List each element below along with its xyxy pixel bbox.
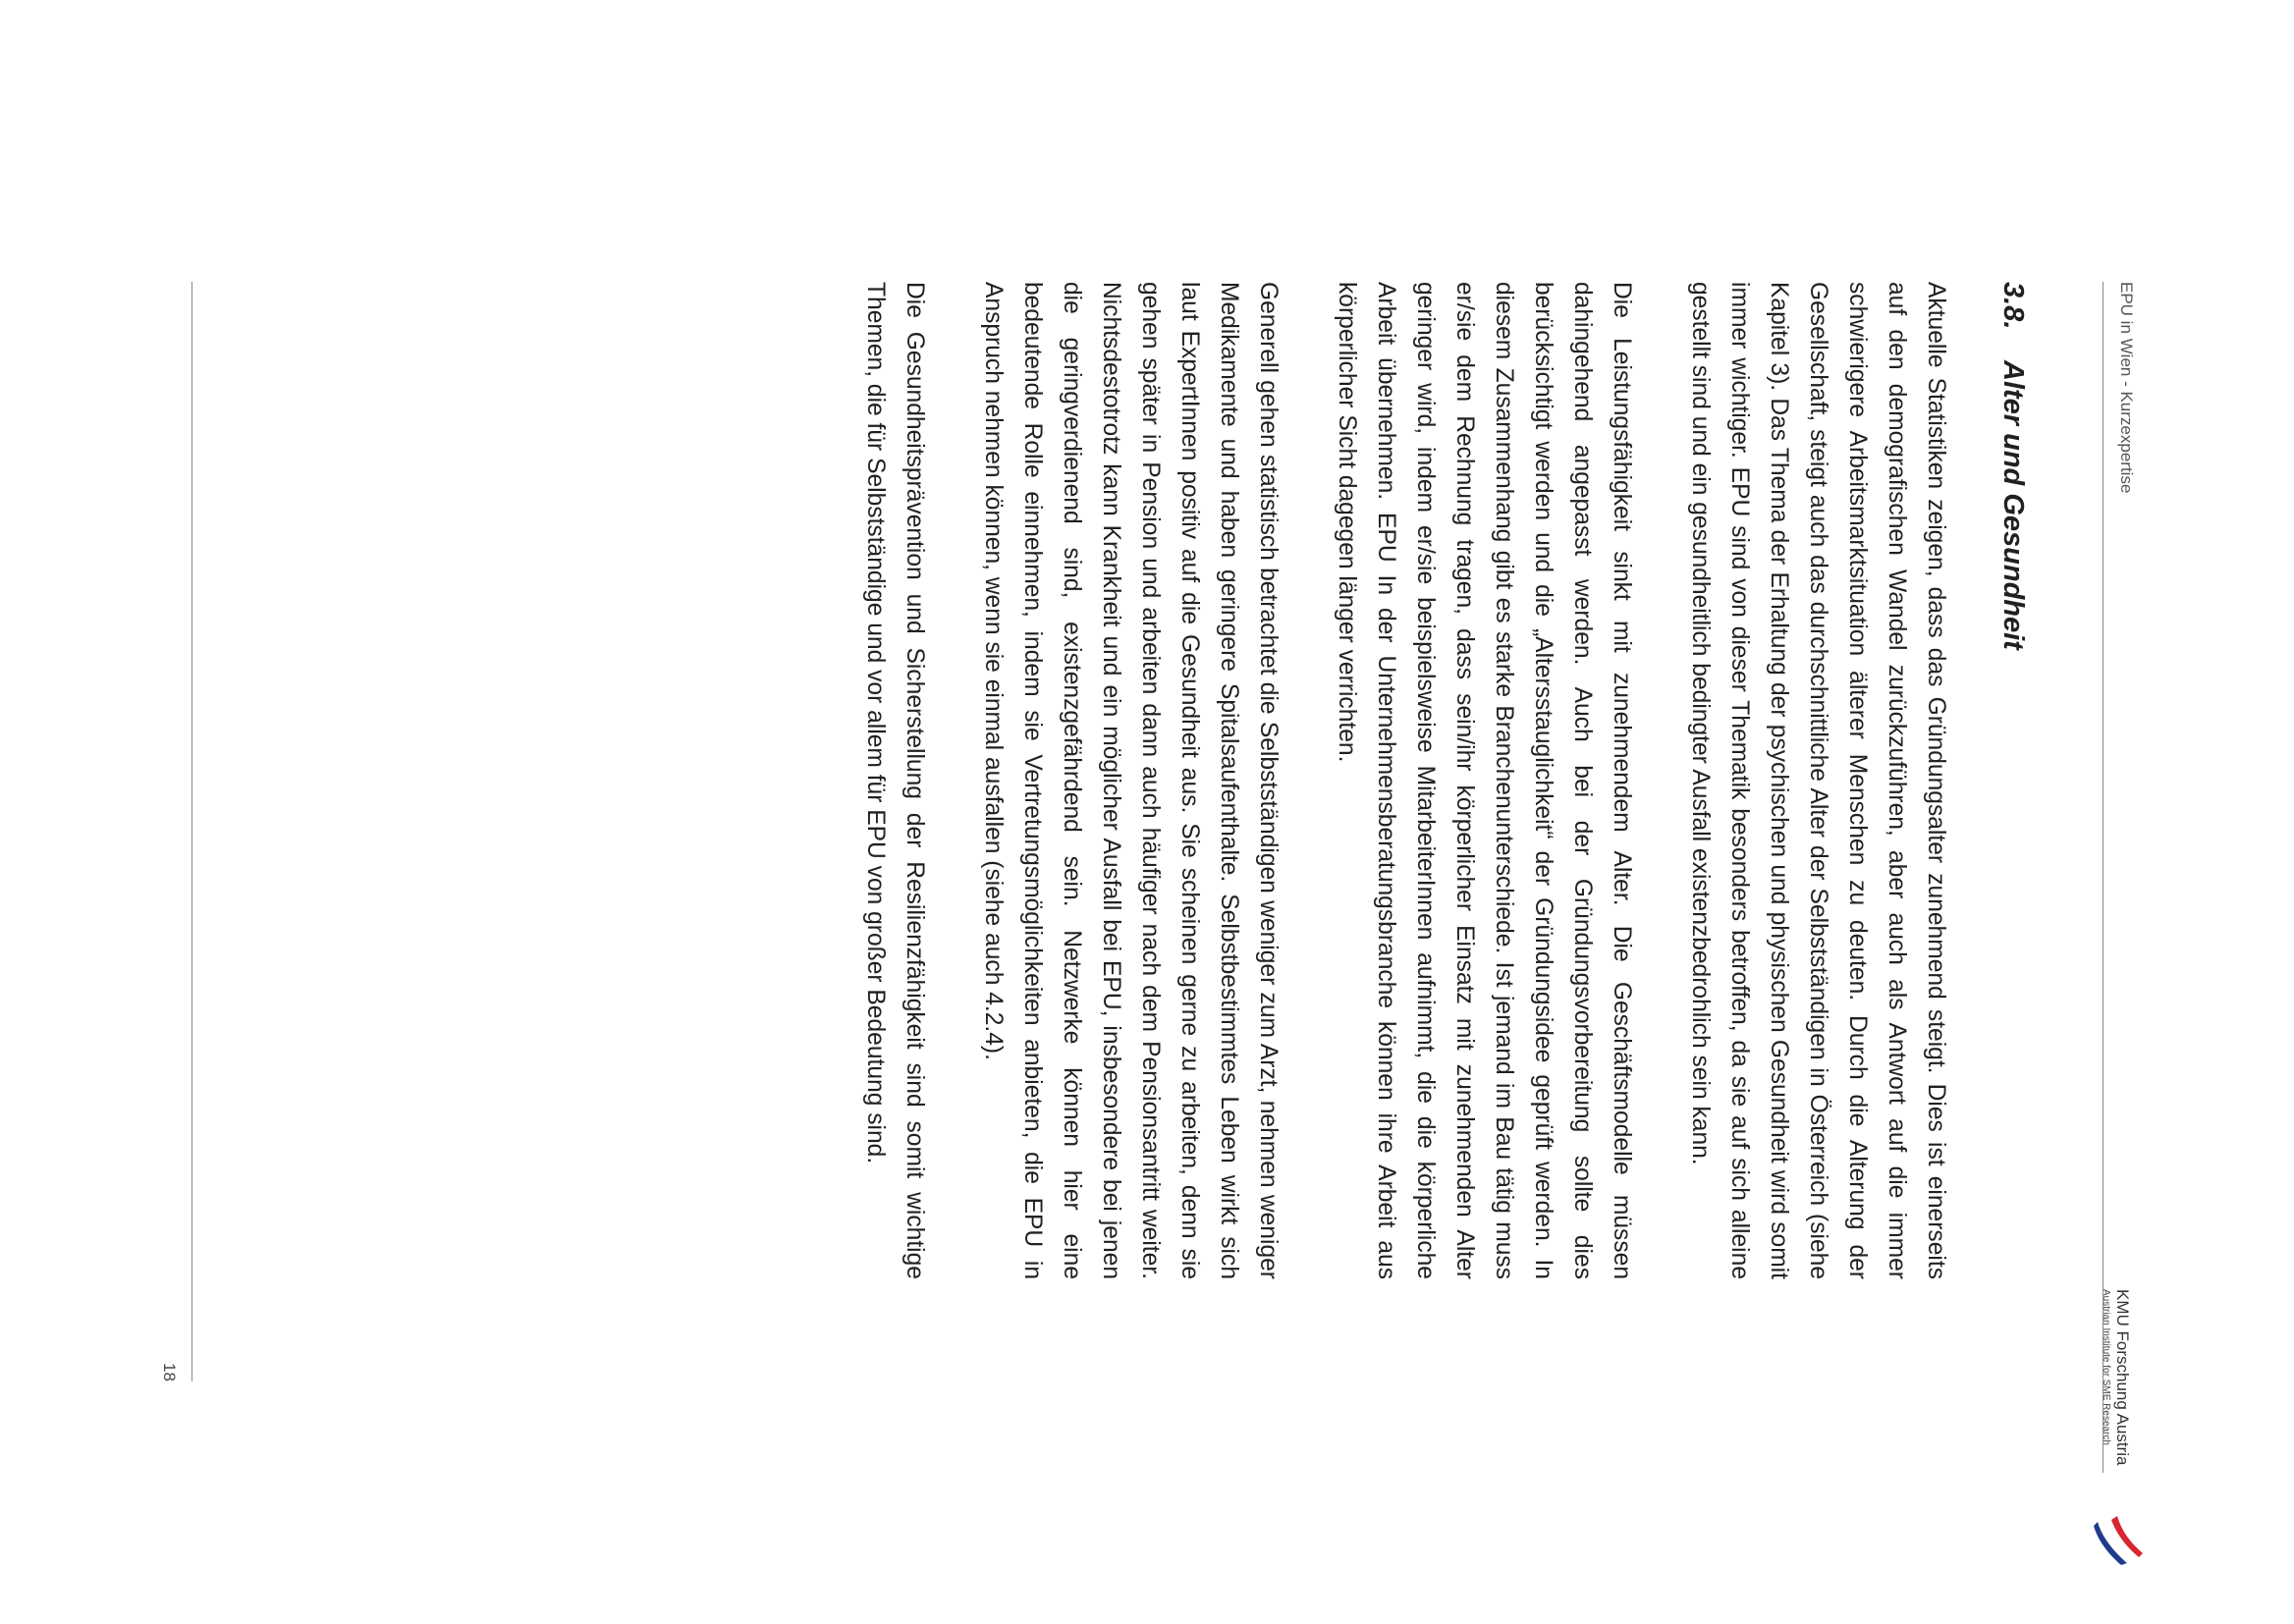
footer-divider — [191, 282, 192, 1381]
paragraph: Generell gehen statistisch betrachtet die Selbstständigen weniger zum Arzt, nehmen weniger Medikamente und haben geringere Spitalsaufenthalte. Selbstbestimmtes Leben wirkt sich laut ExpertInnen positiv auf die Gesundheit aus. Sie scheinen gerne zu arbeiten, denn sie gehen später in Pension und arbeiten dann auch häufiger nach dem Pensionsantritt weiter. Nichtsdestotrotz kann Krankheit und ein möglicher Ausfall bei EPU, insbesondere bei jenen die geringverdienend sind, existenzgefährdend sein. Netzwerke können hier eine bedeutende Rolle einnehmen, indem sie Vertretungsmöglichkeiten anbieten, die EPU in Anspruch nehmen können, wenn sie einmal ausfallen (siehe auch 4.2.4). — [980, 282, 1282, 1279]
section-heading — [1996, 282, 2029, 1279]
paragraph: Die Leistungsfähigkeit sinkt mit zunehmendem Alter. Die Geschäftsmodelle müssen dahingehend angepasst werden. Auch bei der Gründungsvorbereitung sollte dies berücksichtigt werden und die „Altersstauglichkeit“ der Gründungsidee geprüft werden. In diesem Zusammenhang gibt es starke Branchenunterschiede. Ist jemand im Bau tätig muss er/sie dem Rechnung tragen, dass sein/ihr körperlicher Einsatz mit zunehmenden Alter geringer wird, indem er/sie beispielsweise MitarbeiterInnen aufnimmt, die die körperliche Arbeit übernehmen. EPU In der Unternehmensberatungsbranche können ihre Arbeit aus körperlicher Sicht dagegen länger verrichten. — [1334, 282, 1635, 1279]
page-number: 18 — [160, 1363, 179, 1381]
section-number: 3.8. — [1997, 282, 2029, 330]
running-header: EPU in Wien - Kurzexpertise — [2117, 282, 2136, 494]
kmu-logo-icon — [2094, 1512, 2147, 1567]
section-title: Alter und Gesundheit — [1997, 360, 2029, 650]
logo-subtitle: Austrian Institute for SME Research — [2101, 1289, 2111, 1445]
logo-title: KMU Forschung Austria — [2113, 1289, 2132, 1466]
main-content — [816, 282, 2029, 1279]
paragraph: Die Gesundheitsprävention und Sicherstellung der Resilienzfähigkeit sind somit wichtige Themen, die für Selbstständige und vor allem für EPU von großer Bedeutung sind. — [862, 282, 928, 1279]
paragraph: Aktuelle Statistiken zeigen, dass das Gründungsalter zunehmend steigt. Dies ist einerseits auf den demografischen Wandel zurückzuführen, aber auch als Antwort auf die immer schwierigere Arbeitsmarktsituation älterer Menschen zu deuten. Durch die Alterung der Gesellschaft, steigt auch das durchschnittliche Alter der Selbstständigen in Österreich (siehe Kapitel 3). Das Thema der Erhaltung der psychischen und physischen Gesundheit wird somit immer wichtiger. EPU sind von dieser Thematik besonders betroffen, da sie auf sich alleine gestellt sind und ein gesundheitlich bedingter Ausfall existenzbedrohlich sein kann. — [1687, 282, 1949, 1279]
